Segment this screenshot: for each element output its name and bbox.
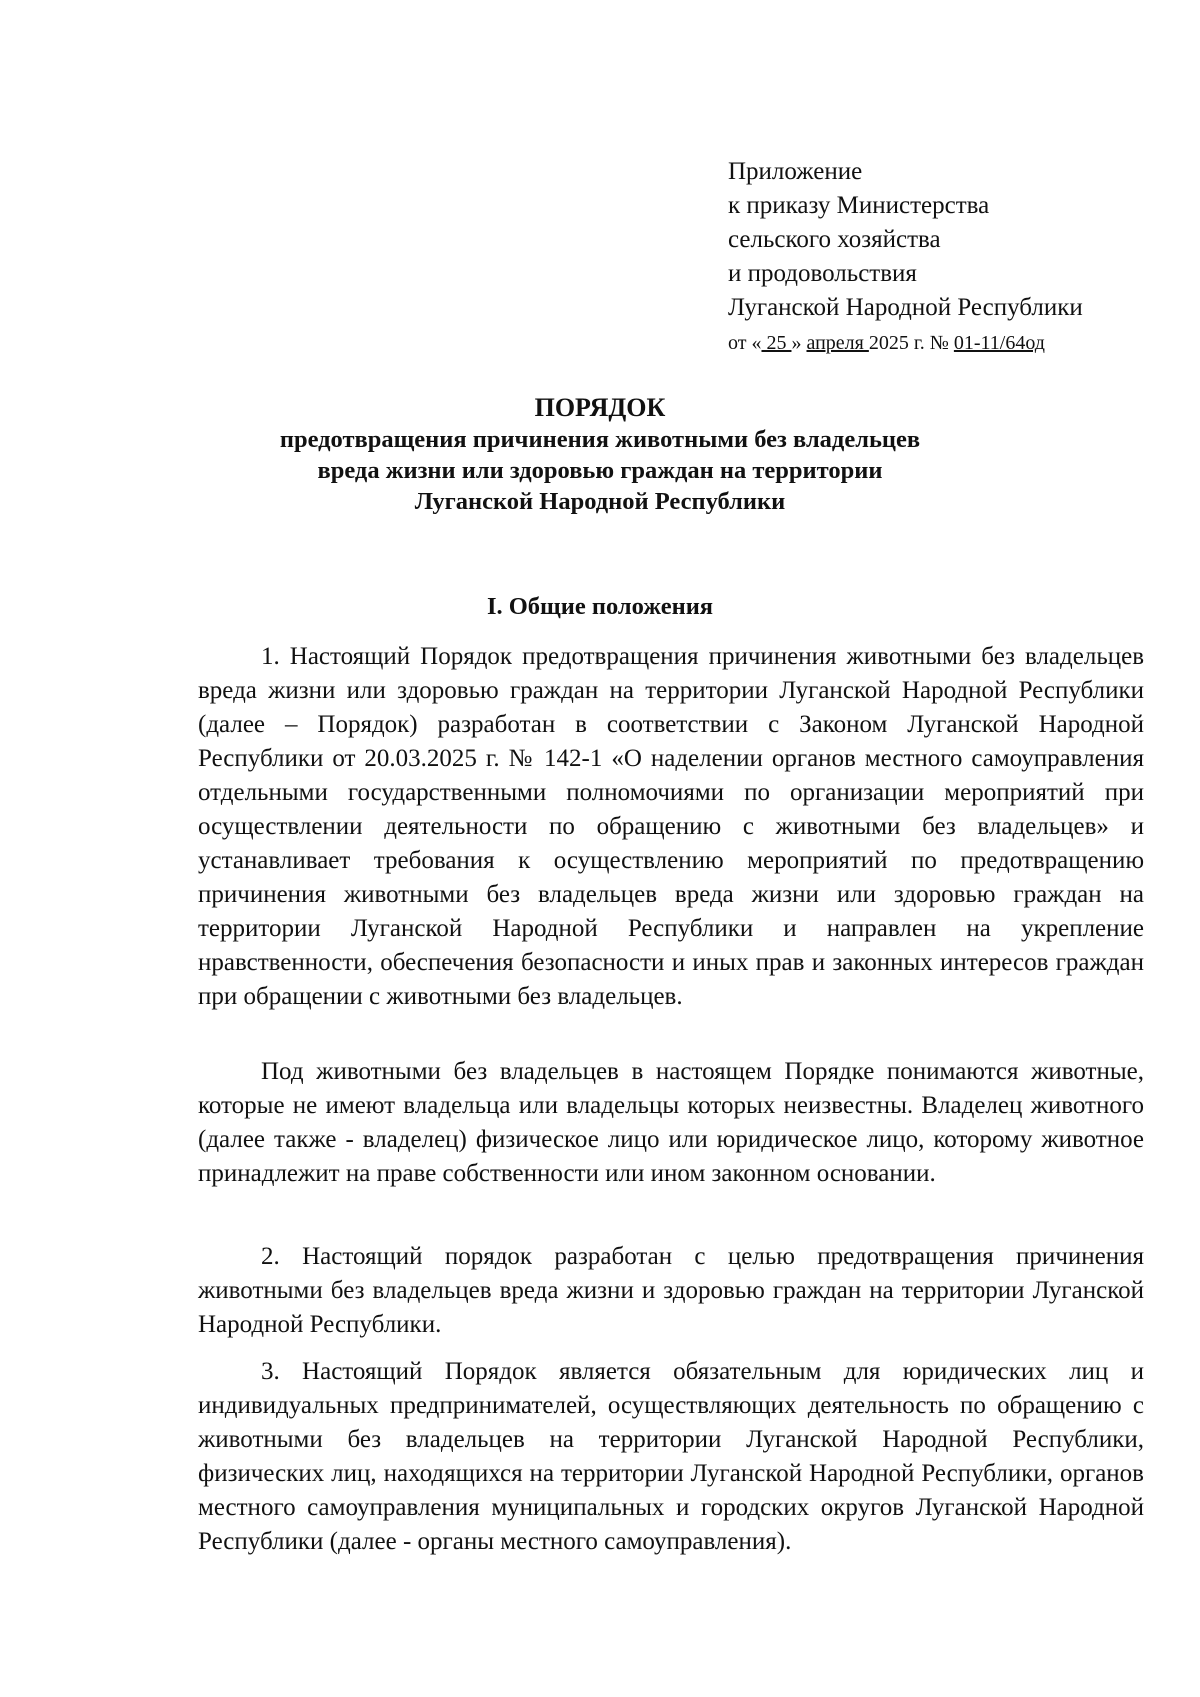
title-sub-line-1: предотвращения причинения животными без владельцев	[279, 426, 921, 453]
order-number: 01-11/64од	[953, 332, 1045, 354]
paragraph-4-block	[198, 1355, 1144, 1559]
date-year: 2025 г. №	[868, 332, 954, 354]
appendix-line-4: и продовольствия	[728, 260, 917, 287]
paragraph: 2. Настоящий порядок разработан с целью предотвращения причинения животными без владельцев вреда жизни и здоровью граждан на территории Луганской Народной Республики.	[198, 1243, 1144, 1338]
appendix-line-5: Луганской Народной Республики	[728, 294, 1083, 321]
appendix-line-3: сельского хозяйства	[728, 226, 941, 253]
date-month: апреля	[806, 332, 869, 354]
paragraph-3-block	[198, 1240, 1144, 1342]
date-mid: »	[791, 332, 807, 354]
order-date-line	[728, 332, 1045, 354]
date-prefix: от «	[728, 332, 762, 354]
paragraph-2-block	[198, 1055, 1144, 1191]
appendix-line-2: к приказу Министерства	[728, 192, 990, 219]
section-heading: I. Общие положения	[486, 593, 714, 620]
appendix-block	[728, 155, 1083, 359]
document-title	[180, 392, 1020, 517]
appendix-line-1: Приложение	[728, 158, 863, 185]
paragraph: 1. Настоящий Порядок предотвращения причинения животными без владельцев вреда жизни или здоровью граждан на территории Луганской Народной Республики (далее – Порядок) разработан в соответствии с Законом Луганской Народной Республики от 20.03.2025 г. № 142-1 «О наделении органов местного самоуправления отдельными государственными полномочиями по организации мероприятий при осуществлении деятельности по обращению с животными без владельцев» и устанавливает требования к осуществлению мероприятий по предотвращению причинения животными без владельцев вреда жизни или здоровью граждан на территории Луганской Народной Республики и направлен на укрепление нравственности, обеспечения безопасности и иных прав и законных интересов граждан при обращении с животными без владельцев.	[198, 643, 1144, 1010]
date-day: 25	[761, 332, 792, 354]
paragraph-1-block	[198, 640, 1144, 1014]
title-sub-line-3: Луганской Народной Республики	[414, 488, 786, 515]
title-sub-line-2: вреда жизни или здоровью граждан на территории	[317, 457, 883, 484]
paragraph: Под животными без владельцев в настоящем Порядке понимаются животные, которые не имеют владельца или владельцы которых неизвестны. Владелец животного (далее также - владелец) физическое лицо или юридическое лицо, которому животное принадлежит на праве собственности или ином законном основании.	[198, 1058, 1144, 1187]
title-main: ПОРЯДОК	[534, 393, 666, 422]
paragraph: 3. Настоящий Порядок является обязательным для юридических лиц и индивидуальных предпринимателей, осуществляющих деятельность по обращению с животными без владельцев на территории Луганской Народной Республики, физических лиц, находящихся на территории Луганской Народной Республики, органов местного самоуправления муниципальных и городских округов Луганской Народной Республики (далее - органы местного самоуправления).	[198, 1358, 1144, 1555]
